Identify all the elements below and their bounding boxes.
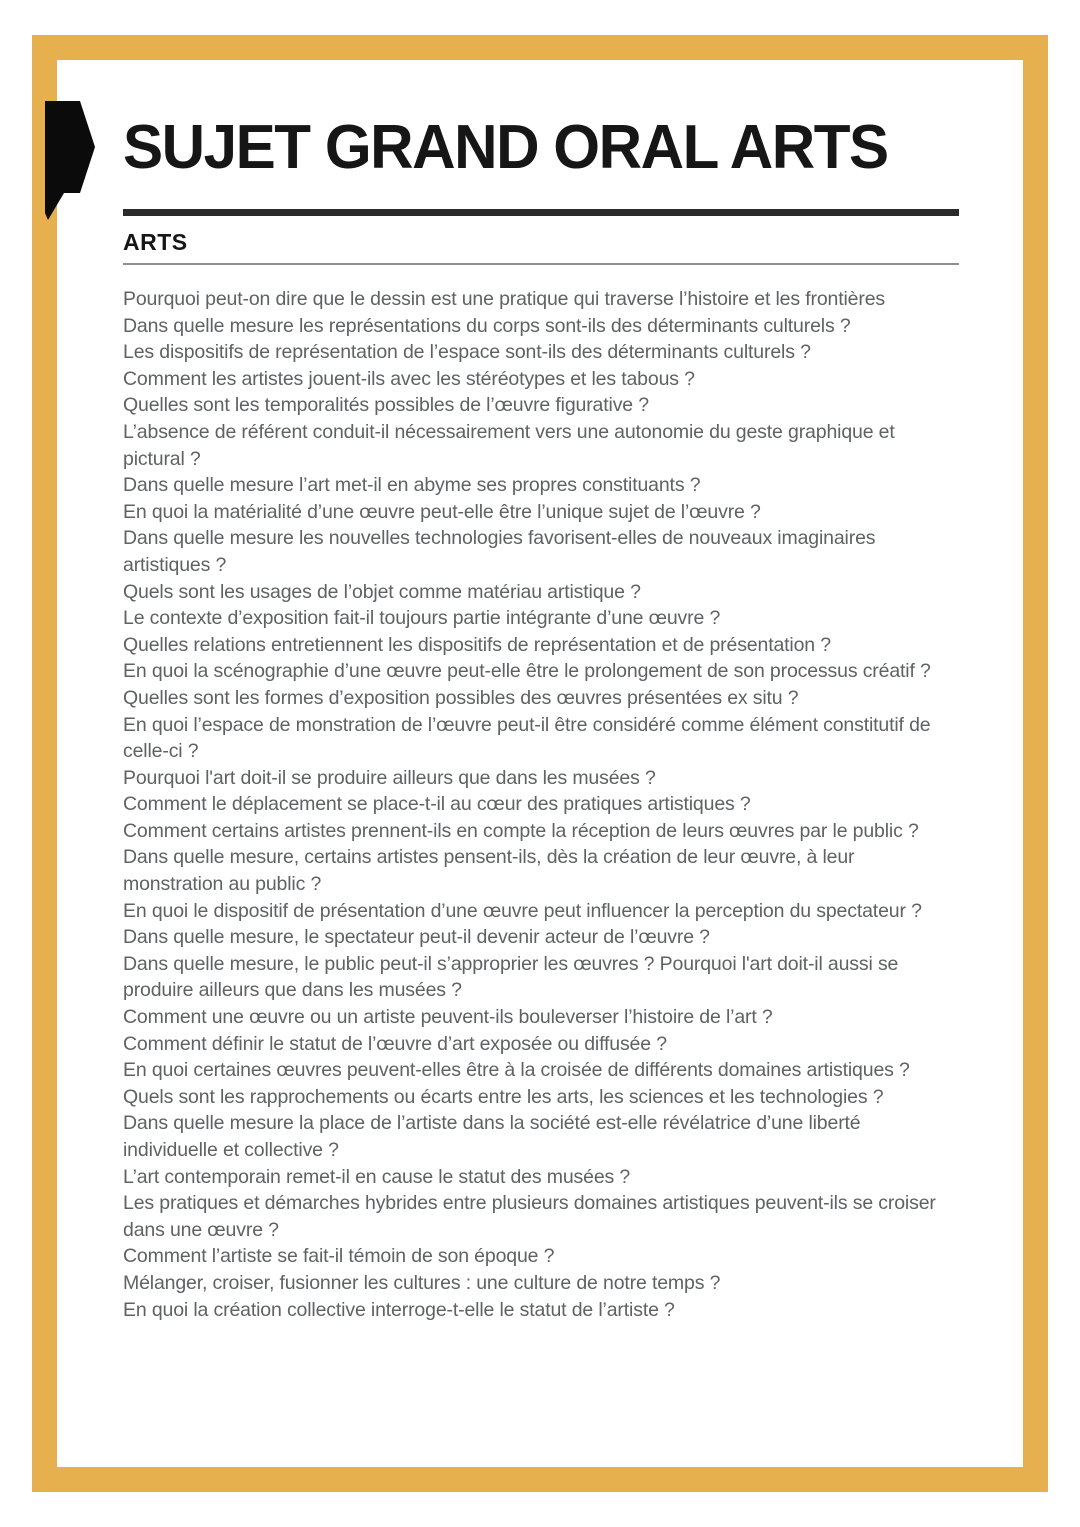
page-content: [57, 60, 1023, 1465]
question-item: Comment certains artistes prennent-ils en compte la réception de leurs œuvres par le public ? Dans quelle mesure, certains artistes pensent-ils, dès la création de leur œuvre, à leur monstration au public ?: [123, 819, 919, 896]
question-item: Quelles relations entretiennent les dispositifs de représentation et de présentation ?: [123, 633, 831, 656]
page-title: SUJET GRAND ORAL ARTS: [123, 113, 888, 182]
question-item: Comment le déplacement se place-t-il au cœur des pratiques artistiques ?: [123, 793, 751, 816]
question-item: L’absence de référent conduit-il nécessairement vers une autonomie du geste graphique et pictural ?: [123, 420, 895, 470]
question-item: Dans quelle mesure les représentations du corps sont-ils des déterminants culturels ?: [123, 314, 851, 337]
question-item: En quoi la scénographie d’une œuvre peut-elle être le prolongement de son processus créatif ?: [123, 660, 931, 683]
question-item: En quoi certaines œuvres peuvent-elles être à la croisée de différents domaines artistiques ? Quels sont les rapprochements ou écarts entre les arts, les sciences et les technologies ?: [123, 1059, 910, 1108]
question-item: Quels sont les usages de l’objet comme matériau artistique ?: [123, 580, 641, 603]
question-item: Comment l’artiste se fait-il témoin de son époque ?: [123, 1245, 555, 1268]
question-item: En quoi la matérialité d’une œuvre peut-elle être l’unique sujet de l’œuvre ?: [123, 500, 761, 523]
section-heading: ARTS: [123, 229, 188, 255]
question-item: Mélanger, croiser, fusionner les cultures : une culture de notre temps ?: [123, 1271, 721, 1294]
question-item: L’art contemporain remet-il en cause le statut des musées ?: [123, 1165, 631, 1188]
question-item: En quoi l’espace de monstration de l’œuvre peut-il être considéré comme élément constitutif de celle-ci ?: [123, 713, 931, 763]
question-item: En quoi la création collective interroge-t-elle le statut de l’artiste ?: [123, 1298, 675, 1321]
question-item: En quoi le dispositif de présentation d’une œuvre peut influencer la perception du spectateur ? Dans quelle mesure, le spectateur peut-il devenir acteur de l’œuvre ?: [123, 899, 922, 949]
title-rule: [123, 209, 959, 216]
question-item: Pourquoi l'art doit-il se produire ailleurs que dans les musées ?: [123, 766, 656, 789]
question-item: Comment définir le statut de l’œuvre d’art exposée ou diffusée ?: [123, 1032, 667, 1055]
question-item: Pourquoi peut-on dire que le dessin est une pratique qui traverse l’histoire et les frontières: [123, 288, 886, 310]
question-item: Dans quelle mesure les nouvelles technologies favorisent-elles de nouveaux imaginaires artistiques ?: [123, 527, 876, 576]
question-item: Quelles sont les formes d’exposition possibles des œuvres présentées ex situ ?: [123, 686, 799, 709]
question-item: Comment les artistes jouent-ils avec les stéréotypes et les tabous ?: [123, 367, 695, 390]
question-item: Le contexte d’exposition fait-il toujours partie intégrante d’une œuvre ?: [123, 607, 721, 630]
section-rule: [123, 263, 959, 265]
question-item: Les dispositifs de représentation de l’espace sont-ils des déterminants culturels ?: [123, 341, 811, 364]
question-item: Dans quelle mesure la place de l’artiste dans la société est-elle révélatrice d’une liberté individuelle et collective ?: [123, 1112, 861, 1161]
question-item: Quelles sont les temporalités possibles de l’œuvre figurative ?: [123, 394, 649, 417]
question-item: Dans quelle mesure, le public peut-il s’approprier les œuvres ? Pourquoi l'art doit-il aussi se produire ailleurs que dans les musées ?: [123, 952, 899, 1002]
question-item: Dans quelle mesure l’art met-il en abyme ses propres constituants ?: [123, 474, 701, 497]
bookmark-ribbon-icon: [45, 100, 96, 221]
question-list: [123, 286, 959, 1323]
question-item: Comment une œuvre ou un artiste peuvent-ils bouleverser l’histoire de l’art ?: [123, 1006, 773, 1029]
question-item: Les pratiques et démarches hybrides entre plusieurs domaines artistiques peuvent-ils se croiser dans une œuvre ?: [123, 1192, 936, 1241]
